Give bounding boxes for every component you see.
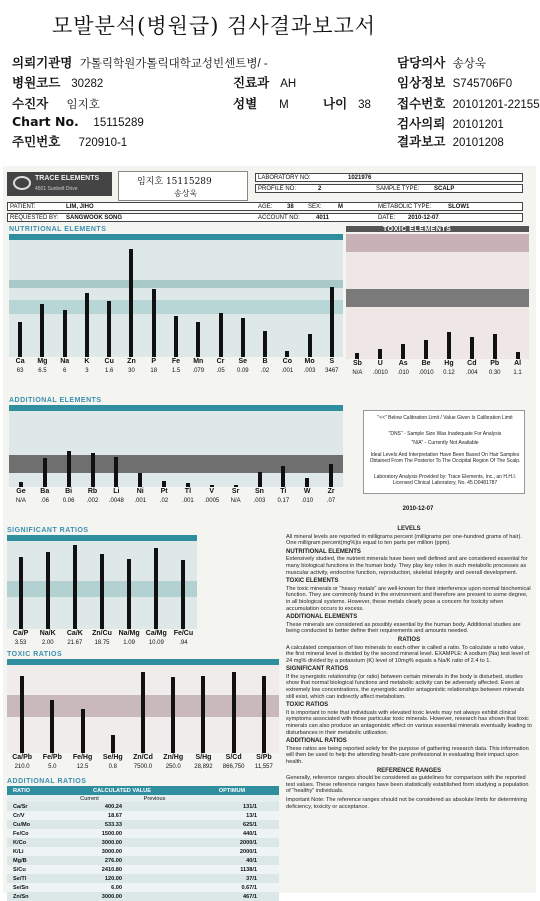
reception-row: 접수번호 20101201-22155: [397, 96, 540, 111]
nutritional-label: Na: [60, 358, 70, 365]
info-text-column: LEVELS All mineral levels are reported in milligrams percent (milligrams per one-hundred grams of hair). One milligram percent(mg%)is equal to ten parts per million (ppm). NUTRITIONAL ELEMENTS Extensively studied, the nutrient minerals have been well defined and are considered essential for many biological functions in the human body. They play key roles in such metabolic processes as muscular activity, endocrine function, reproduction, skeletal integrity and overall development. TOXIC ELEMENTS The toxic minerals or "heavy metals" are well-known for their interference upon normal biochemical function. They are commonly found in the environment and therefore are present to some degree, in all biological systems. However, these metals clearly pose a concern for toxicity when accumulation occurs to excess. ADDITIONAL ELEMENTS These minerals are considered as possibly essential by the human body. Additional studies are being conducted to better define their requirements and amounts needed. RATIOS A calculated comparison of two minerals to each other is called a ratio. To calculate a ratio value, the first mineral level is divided by the second mineral level. EXAMPLE: A sodium (Na) test level of 24 mg% divided by a potassium (K) level of 10mg% equals a Na/K ratio of 2.4 to 1. SIGNIFICANT RATIOS If the synergistic relationship (or ratio) between certain minerals in the body is disturbed, studies show that normal biological functions and metabolic activity can be adversely affected. Even at extremely low concentrations, the synergistic and/or antagonistic relationships between minerals still exist, which can indirectly affect metabolism. TOXIC RATIOS It is important to note that individuals with elevated toxic levels may not always exhibit clinical symptoms associated with those particular toxic minerals. However, research has shown that toxic minerals can also produce an antagonistic effect on various essential minerals eventually leading to disturbances in their metabolic utilization. ADDITIONAL RATIOS These ratios are being reported solely for the purpose of gathering research data. This information will then be used to help the attending health-care professional in evaluating their impact upon health. REFERENCE RANGES Generally, reference ranges should be considered as guidelines for comparison with the reported test values. These reference ranges have been statistically established form studying a population of "healthy" individuals. Important Note: The reference ranges should not be considered as absolute limits for determining deficiency, toxicity or acceptance.: [286, 526, 532, 810]
additional-value: .07: [326, 498, 336, 504]
additional-ratio-row: [7, 802, 279, 811]
additional-value: .002: [86, 498, 99, 504]
toxic-value: .0010: [372, 370, 388, 376]
additional-date: 2010-12-07: [402, 506, 434, 512]
nutritional-bar-se: [241, 318, 245, 357]
additional-ratio-optimum: 440/1: [243, 830, 257, 837]
toxic-ratio-bar-capb: [20, 676, 24, 753]
toxic-bar-hg: [447, 332, 451, 360]
nutritional-bar-zn: [129, 249, 133, 357]
significant-label: Zn/Cu: [92, 630, 112, 637]
additional-label: Ba: [40, 488, 50, 495]
nutritional-bar-mo: [308, 334, 312, 357]
additional-ratio-row: [7, 874, 279, 883]
significant-label: Ca/Mg: [145, 630, 167, 637]
significant-label: Na/K: [39, 630, 56, 637]
toxic-value: 0.12: [443, 370, 455, 376]
nutritional-value: 3467: [325, 368, 339, 374]
additional-heading: ADDITIONAL ELEMENTS: [9, 397, 102, 404]
significant-heading: SIGNIFICANT RATIOS: [7, 527, 89, 534]
additional-ratios-heading: ADDITIONAL RATIOS: [7, 778, 87, 785]
toxic-ratio-bar-sehg: [111, 735, 115, 753]
significant-value: 2.00: [41, 640, 54, 646]
toxic-bar-u: [378, 349, 382, 359]
nutritional-bar-cu: [107, 301, 111, 357]
toxic-value: 0.30: [488, 370, 501, 376]
additional-bar-bi: [67, 451, 71, 487]
toxic-ratio-value: 866,750: [222, 764, 245, 770]
additional-ratio-optimum: 40/1: [246, 857, 257, 864]
additional-bar-w: [305, 478, 309, 487]
hair-analysis-scan: [3, 166, 536, 900]
ordering-institution-row: 의뢰기관명 가톨릭학원가톨릭대학교성빈센트병/ -: [12, 55, 268, 70]
additional-ratio-row: [7, 838, 279, 847]
nutritional-value: .001: [281, 368, 294, 374]
nutritional-bar-s: [330, 287, 334, 357]
profile-box: PROFILE NO: 2 SAMPLE TYPE: SCALP: [255, 184, 523, 193]
nutritional-bar-cr: [219, 313, 223, 357]
additional-ratio-optimum: 0.67/1: [241, 884, 257, 891]
significant-chart: [7, 541, 197, 629]
handwritten-doctor: 송상욱: [174, 189, 198, 198]
additional-label: Sn: [255, 488, 264, 495]
nutritional-label: Mg: [37, 358, 48, 365]
nutritional-label: P: [151, 358, 157, 365]
toxic-ratio-label: S/Hg: [195, 754, 212, 761]
additional-ratio-ratio: K/Li: [13, 848, 24, 855]
nutritional-bar-na: [63, 310, 67, 357]
additional-bar-sn: [258, 472, 262, 487]
additional-ratio-current: 2410.80: [101, 866, 122, 873]
clinical-info-row: 임상정보 S745706F0: [397, 75, 513, 90]
significant-value: 21.67: [67, 640, 83, 646]
nutritional-bar-mn: [196, 322, 200, 357]
additional-bar-ti: [281, 466, 285, 487]
additional-ratio-current: 18.67: [108, 812, 122, 819]
resident-number-row: 주민번호 720910-1: [12, 134, 128, 149]
significant-label: Fe/Cu: [173, 630, 194, 637]
additional-value: .001: [182, 498, 194, 504]
additional-label: Sr: [231, 488, 240, 495]
toxic-value: N/A: [352, 370, 363, 376]
additional-ratio-row: [7, 892, 279, 901]
nutritional-value: 1.6: [105, 368, 114, 374]
request-date-row: 검사의뢰 20101201: [397, 116, 504, 131]
nutritional-value: .079: [192, 368, 205, 374]
toxic-ratio-bar-fepb: [50, 700, 54, 753]
additional-value: N/A: [230, 498, 241, 504]
nutritional-value: 3: [85, 368, 89, 374]
additional-ratio-current: 120.00: [104, 875, 122, 882]
significant-labels: [7, 629, 197, 651]
nutritional-label: B: [262, 358, 268, 365]
department-row: 진료과 AH: [233, 75, 297, 90]
lab-address: 4501 Sunbelt Drive: [35, 186, 78, 192]
toxic-ratio-label: Zn/Hg: [163, 754, 184, 761]
toxic-label: As: [398, 360, 408, 367]
toxic-label: Pb: [490, 360, 500, 367]
additional-chart: [9, 411, 343, 487]
additional-ratio-row: [7, 847, 279, 856]
toxic-ratio-label: S/Cd: [225, 754, 242, 761]
toxic-ratio-value: 210.0: [14, 764, 30, 770]
additional-ratio-optimum: 625/1: [243, 821, 257, 828]
toxic-label: Cd: [467, 360, 477, 367]
toxic-label: Hg: [444, 360, 454, 367]
nutritional-bar-ca: [18, 322, 22, 357]
request-box: REQUESTED BY: SANGWOOK SONG ACCOUNT NO: 4011 DATE: 2010-12-07: [7, 213, 523, 222]
toxic-ratios-chart: [7, 665, 279, 753]
lab-logo-text: TRACE ELEMENTS: [35, 175, 100, 182]
additional-ratio-row: [7, 811, 279, 820]
toxic-label: Sb: [352, 360, 362, 367]
toxic-ratio-value: 28,892: [194, 764, 213, 770]
lab-number-box: LABORATORY NO: 1021976: [255, 173, 523, 182]
additional-ratio-ratio: Cu/Mo: [13, 821, 31, 828]
nutritional-heading: NUTRITIONAL ELEMENTS: [9, 226, 107, 233]
additional-bar-ni: [138, 473, 142, 487]
toxic-labels: [346, 359, 529, 381]
additional-ratio-optimum: 2000/1: [239, 839, 257, 846]
significant-bar-camg: [154, 548, 158, 629]
toxic-label: Al: [514, 360, 522, 367]
additional-ratio-current: 400.24: [104, 803, 122, 810]
additional-ratio-ratio: Cr/V: [13, 812, 25, 819]
additional-ratio-optimum: 37/1: [246, 875, 257, 882]
additional-bar-rb: [91, 453, 95, 487]
additional-label: Li: [113, 488, 120, 495]
legend-box: "<<" Below Calibration Limit / Value Given Is Calibration Limit "DNS" - Sample Size Was Inadequate For Analysis "N/A" - Currently Not Available Ideal Levels And Interpretation Have Been Based On Hair Samples Obtained From The Posterior To The Occipital Region Of The Scalp. Laboratory Analysis Provided by: Trace Elements, Inc., an H.H.I. Licensed Clinical Laboratory, No. 45 D0481787: [363, 410, 525, 494]
nutritional-value: 6.5: [38, 368, 47, 374]
additional-value: .06: [40, 498, 49, 504]
nutritional-label: Mo: [304, 358, 315, 365]
additional-ratio-current: 3000.00: [101, 839, 122, 846]
nutritional-labels: [9, 357, 343, 379]
additional-ratio-optimum: 467/1: [243, 893, 257, 900]
sex-row: 성별 M: [233, 96, 289, 111]
toxic-ratio-value: 0.8: [108, 764, 117, 770]
additional-ratio-optimum: 1138/1: [240, 866, 257, 873]
additional-ratio-current: 3000.00: [101, 848, 122, 855]
additional-ratio-current: 533.33: [104, 821, 122, 828]
nutritional-value: .02: [260, 368, 270, 374]
additional-value: .001: [134, 498, 147, 504]
toxic-ratio-label: Fe/Hg: [72, 754, 93, 761]
additional-ratio-row: [7, 865, 279, 874]
nutritional-bar-mg: [40, 304, 44, 357]
additional-ratio-ratio: S/Cu: [13, 866, 26, 873]
additional-value: .010: [301, 498, 314, 504]
handwritten-name: 임지호 15115289: [137, 177, 212, 187]
additional-label: Pt: [160, 488, 168, 495]
hospital-code-row: 병원코드 30282: [12, 75, 104, 90]
toxic-ratio-label: Zn/Cd: [133, 754, 153, 761]
additional-label: Zr: [327, 488, 335, 495]
significant-bar-fecu: [181, 560, 185, 629]
additional-ratios-table: RATIO CALCULATED VALUE OPTIMUM Current Previous Ca/Sr 400.24 131/1 Cr/V 18.67 13/1 Cu/Mo 533.33 625/1 Fe/Co 1500.00 440/1 K/Co 3000.00 2000/1 K/Li 3000.00 2000/1 Mg/B 276.00 40/1 S/Cu 2410.80 1138/1 Se/Tl 120.00 37/1 Se/Sn 6.00 0.67/1 Zn/Sn 3000.00 467/1: [7, 787, 279, 893]
additional-ratio-ratio: Ca/Sr: [13, 803, 28, 810]
additional-value: 0.17: [277, 498, 290, 504]
additional-ratio-row: [7, 829, 279, 838]
significant-value: 10.09: [148, 640, 164, 646]
toxic-ratio-label: Fe/Pb: [42, 754, 62, 761]
toxic-ratio-value: 250.0: [165, 764, 181, 770]
toxic-bar-al: [516, 352, 520, 360]
additional-ratio-optimum: 13/1: [246, 812, 257, 819]
significant-bar-cap: [19, 557, 23, 629]
additional-ratio-ratio: K/Co: [13, 839, 27, 846]
toxic-bar-cd: [470, 337, 474, 360]
additional-labels: [9, 487, 343, 509]
toxic-value: .010: [397, 370, 410, 376]
additional-label: Ge: [16, 488, 26, 495]
nutritional-label: Se: [238, 358, 248, 365]
toxic-bar-be: [424, 340, 428, 359]
additional-ratio-optimum: 2000/1: [239, 848, 257, 855]
additional-ratio-row: [7, 856, 279, 865]
additional-ratio-ratio: Mg/B: [13, 857, 27, 864]
age-row: 나이 38: [323, 96, 371, 111]
additional-ratio-ratio: Se/Tl: [13, 875, 27, 882]
significant-value: 18.75: [94, 640, 110, 646]
nutritional-value: 6: [62, 368, 67, 374]
toxic-bar-as: [401, 344, 405, 359]
nutritional-label: Cr: [216, 358, 225, 365]
additional-ratio-current: 1500.00: [101, 830, 122, 837]
nutritional-label: Cu: [104, 358, 114, 365]
nutritional-label: Zn: [127, 358, 136, 365]
nutritional-bar-p: [152, 289, 156, 357]
nutritional-label: Co: [282, 358, 292, 365]
toxic-value: 1.1: [513, 370, 522, 376]
nutritional-value: .05: [216, 368, 225, 374]
additional-value: .0048: [108, 498, 124, 504]
additional-bar-zr: [329, 464, 333, 487]
nutritional-label: Ca: [15, 358, 25, 365]
significant-value: 3.53: [14, 640, 27, 646]
additional-bar-li: [114, 457, 118, 487]
patient-box: PATIENT: LIM, JIHO AGE: 38 SEX: M METABOLIC TYPE: SLOW1: [7, 202, 523, 211]
nutritional-value: .003: [303, 368, 316, 374]
nutritional-chart: [9, 240, 343, 357]
additional-ratio-ratio: Fe/Co: [13, 830, 29, 837]
nutritional-bar-k: [85, 293, 89, 357]
nutritional-label: S: [329, 358, 335, 365]
toxic-label: U: [377, 360, 383, 367]
nutritional-value: 30: [128, 368, 135, 374]
nutritional-value: 63: [16, 368, 24, 374]
toxic-ratios-heading: TOXIC RATIOS: [7, 651, 63, 658]
toxic-ratio-bar-zncd: [141, 672, 145, 753]
handwritten-label: [118, 171, 248, 201]
additional-label: Bi: [65, 488, 73, 495]
additional-label: Ni: [136, 488, 144, 495]
additional-label: Tl: [184, 488, 192, 495]
additional-label: Rb: [87, 488, 98, 495]
additional-ratio-row: [7, 820, 279, 829]
toxic-ratio-value: 5.0: [48, 764, 57, 770]
additional-label: W: [303, 488, 311, 495]
doctor-row: 담당의사 송상욱: [397, 55, 486, 70]
additional-ratio-current: 3000.00: [101, 893, 122, 900]
toxic-value: .004: [465, 370, 478, 376]
toxic-value: .0010: [418, 370, 434, 376]
toxic-heading: TOXIC ELEMENTS: [383, 226, 452, 233]
significant-bar-nak: [46, 552, 50, 629]
significant-label: Na/Mg: [118, 630, 140, 637]
significant-bar-namg: [127, 559, 131, 629]
significant-bar-zncu: [100, 554, 104, 629]
nutritional-label: Mn: [193, 358, 204, 365]
report-title: 모발분석(병원급) 검사결과보고서: [52, 14, 377, 38]
nutritional-label: K: [84, 358, 90, 365]
additional-value: .003: [253, 498, 266, 504]
additional-value: .02: [159, 498, 169, 504]
toxic-ratio-bar-spb: [262, 676, 266, 753]
toxic-bar-pb: [493, 334, 497, 359]
toxic-ratio-label: Se/Hg: [102, 754, 123, 761]
additional-label: Ti: [280, 488, 287, 495]
additional-ratio-row: [7, 883, 279, 892]
toxic-ratios-labels: [7, 753, 279, 775]
nutritional-value: 0.09: [236, 368, 249, 374]
toxic-ratio-value: 11,557: [254, 764, 273, 770]
nutritional-label: Fe: [171, 358, 181, 365]
significant-value: .94: [179, 640, 188, 646]
additional-ratio-optimum: 131/1: [243, 803, 257, 810]
toxic-ratio-value: 12.5: [76, 764, 89, 770]
toxic-label: Be: [421, 360, 431, 367]
toxic-ratio-label: S/Pb: [256, 754, 272, 761]
toxic-ratio-value: 7500.0: [133, 764, 153, 770]
significant-bar-cak: [73, 545, 77, 629]
lab-logo-block: [7, 172, 112, 196]
chart-number-row: Chart No. 15115289: [12, 114, 144, 129]
additional-ratio-ratio: Se/Sn: [13, 884, 29, 891]
additional-value: N/A: [15, 498, 26, 504]
toxic-chart: [346, 234, 529, 359]
significant-label: Ca/K: [66, 630, 83, 637]
additional-value: .0005: [204, 498, 220, 504]
report-date-row: 결과보고 20101208: [397, 134, 504, 149]
nutritional-bar-b: [263, 331, 267, 357]
toxic-ratio-bar-znhg: [171, 677, 175, 753]
additional-ratio-current: 276.00: [104, 857, 122, 864]
nutritional-bar-fe: [174, 316, 178, 357]
toxic-ratio-bar-scd: [232, 672, 236, 753]
additional-bar-ba: [43, 458, 47, 487]
toxic-ratio-bar-shg: [201, 676, 205, 753]
nutritional-value: 18: [150, 368, 158, 374]
significant-label: Ca/P: [12, 630, 29, 637]
patient-row: 수진자 임지호: [12, 96, 100, 111]
toxic-ratio-bar-fehg: [81, 709, 85, 753]
additional-ratio-current: 6.00: [111, 884, 122, 891]
toxic-ratio-label: Ca/Pb: [12, 754, 33, 761]
lab-logo-icon: [13, 176, 31, 190]
additional-value: 0.06: [62, 498, 75, 504]
nutritional-value: 1.5: [171, 368, 181, 374]
additional-label: V: [209, 488, 215, 495]
additional-ratio-ratio: Zn/Sn: [13, 893, 29, 900]
significant-value: 1.09: [123, 640, 135, 646]
